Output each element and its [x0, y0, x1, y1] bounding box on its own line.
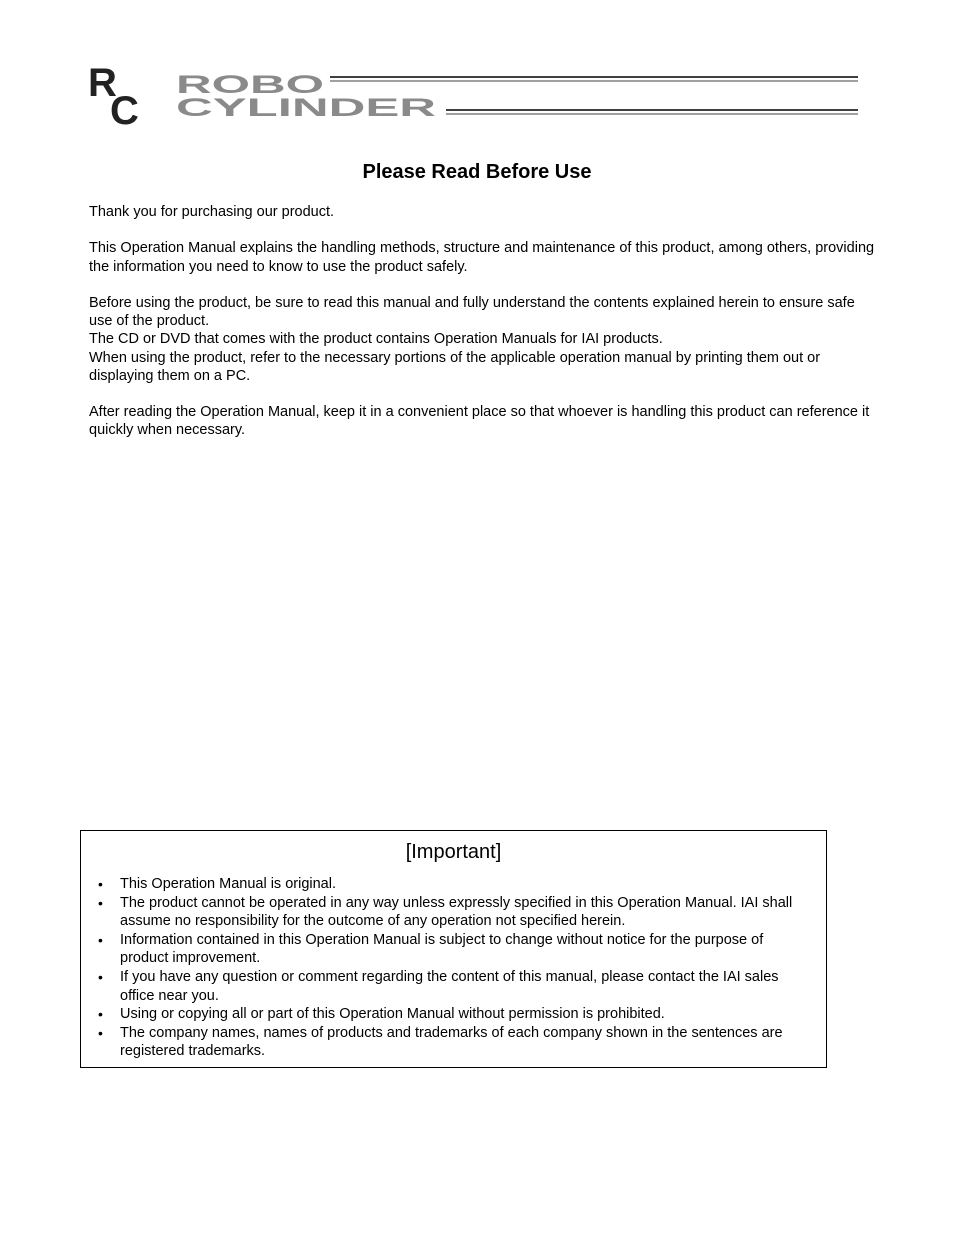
list-item-text: Information contained in this Operation Manual is subject to change without notice for the purpose of product improvement.	[120, 931, 764, 967]
logo-letter-r: R	[88, 66, 117, 105]
bullet-icon: •	[98, 1024, 103, 1041]
logo-word-cylinder: CYLINDER	[176, 94, 436, 122]
bullet-icon: •	[98, 876, 103, 892]
list-item-text: The product cannot be operated in any way unless expressly specified in this Operation Manual. IAI shall assume no responsibility for the outcome of any operation not specified herein.	[120, 894, 793, 930]
intro-text	[89, 203, 879, 458]
logo-letter-c: C	[110, 89, 139, 126]
page-title: Please Read Before Use	[362, 161, 592, 183]
list-item	[81, 894, 826, 931]
list-item-text: This Operation Manual is original.	[120, 876, 336, 892]
list-item	[81, 1005, 826, 1024]
paragraph: The CD or DVD that comes with the product contains Operation Manuals for IAI products.	[89, 331, 663, 348]
bullet-icon: •	[98, 1006, 103, 1023]
bullet-icon: •	[98, 894, 103, 911]
bullet-icon: •	[98, 931, 103, 948]
paragraph: When using the product, refer to the necessary portions of the applicable operation manual by printing them out or displaying them on a PC.	[89, 349, 821, 384]
important-list	[81, 875, 826, 1061]
list-item	[81, 968, 826, 1005]
paragraph: Thank you for purchasing our product.	[89, 204, 335, 220]
list-item	[81, 875, 826, 894]
paragraph: After reading the Operation Manual, keep it in a convenient place so that whoever is handling this product can reference it quickly when necessary.	[89, 404, 870, 439]
logo-word-robo: ROBO	[176, 71, 324, 99]
list-item	[81, 931, 826, 968]
robo-cylinder-logo	[88, 66, 860, 126]
paragraph: Before using the product, be sure to read this manual and fully understand the contents explained herein to ensure safe use of the product.	[89, 294, 855, 330]
list-item-text: The company names, names of products and trademarks of each company shown in the sentences are registered trademarks.	[120, 1024, 783, 1060]
paragraph: This Operation Manual explains the handling methods, structure and maintenance of this product, among others, providing the information you need to know to use the product safely.	[89, 240, 875, 275]
important-title: [Important]	[405, 841, 502, 863]
bullet-icon: •	[98, 968, 103, 985]
important-notice-box	[80, 830, 827, 1068]
list-item-text: Using or copying all or part of this Operation Manual without permission is prohibited.	[120, 1006, 665, 1023]
list-item-text: If you have any question or comment regarding the content of this manual, please contact the IAI sales office near you.	[120, 968, 779, 1004]
list-item	[81, 1024, 826, 1061]
